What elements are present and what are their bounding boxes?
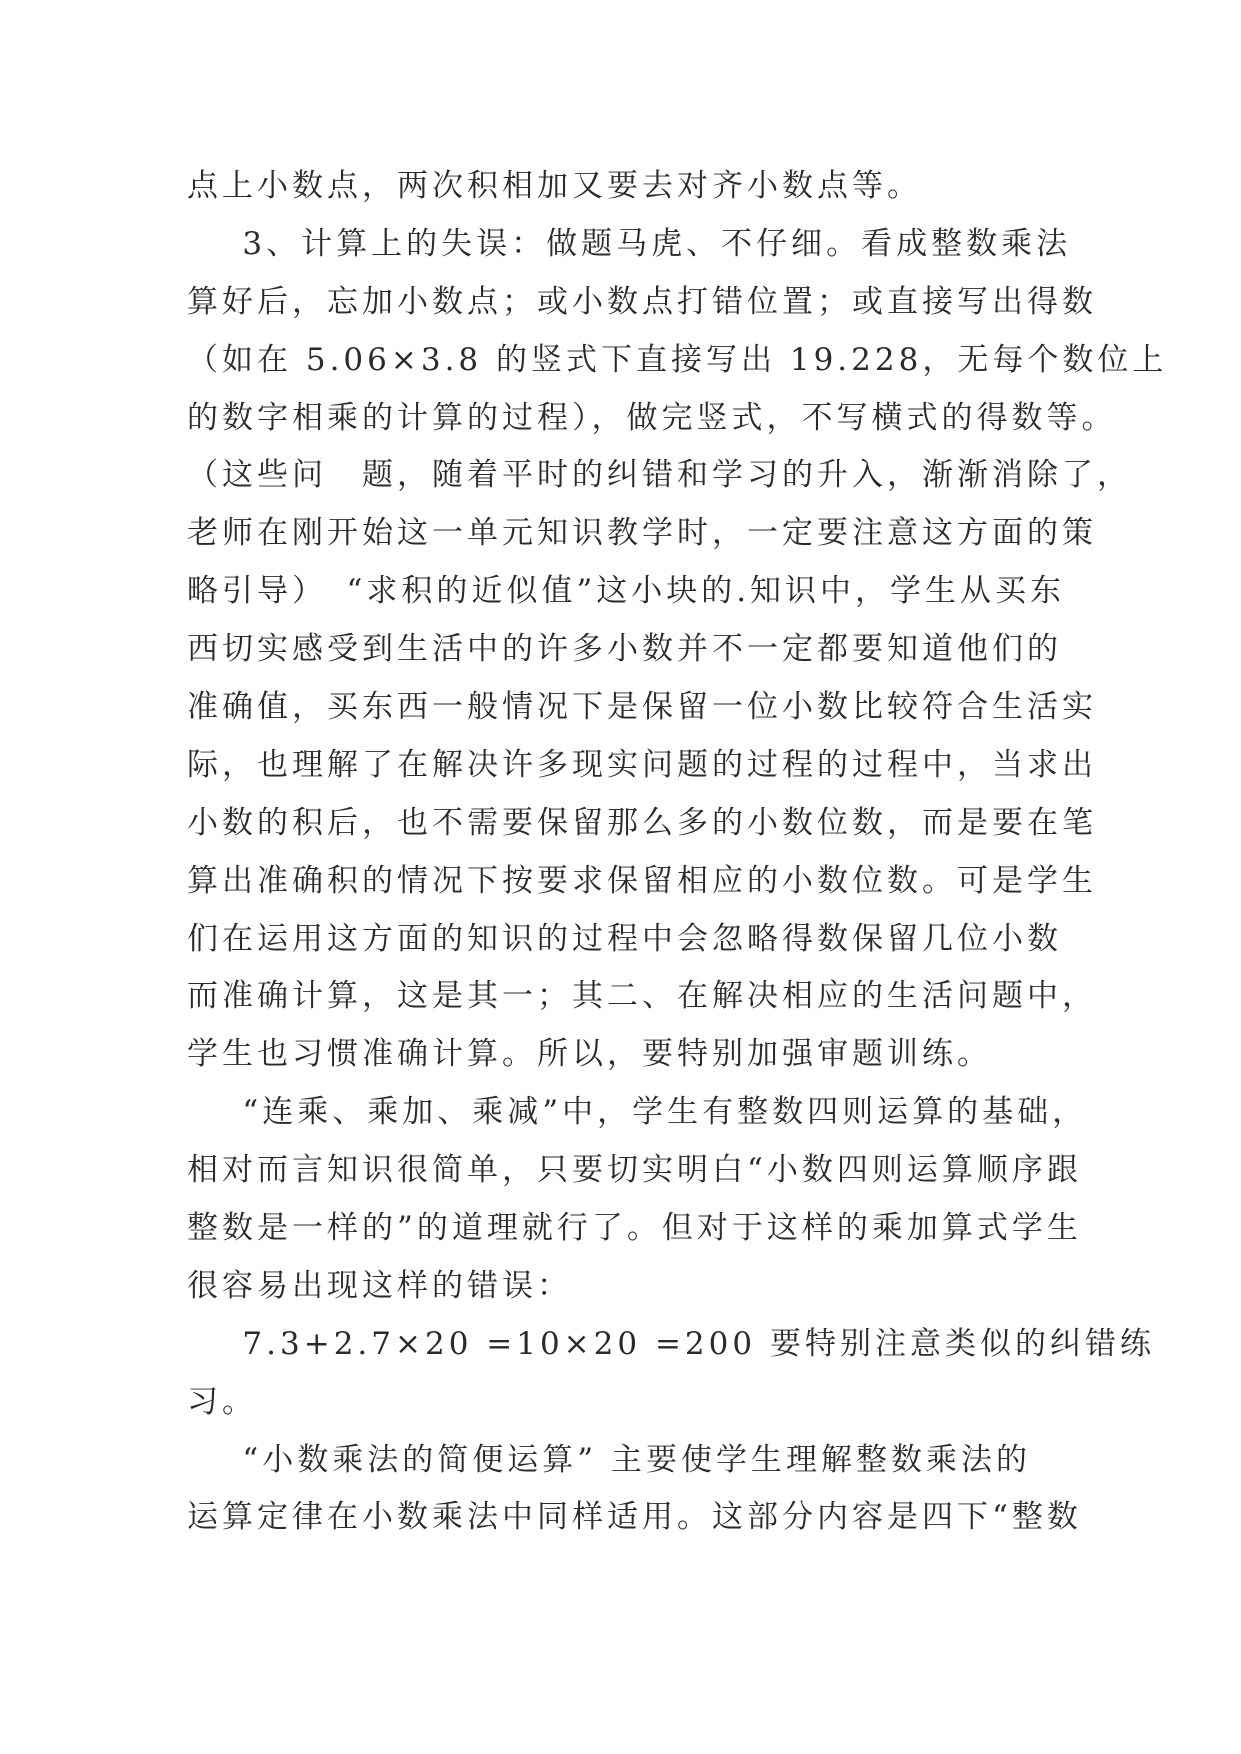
text-line: 算好后，忘加小数点；或小数点打错位置；或直接写出得数 [187,283,1097,320]
text-line: 相对而言知识很简单，只要切实明白“小数四则运算顺序跟 [187,1152,1082,1189]
text-line: 学生也习惯准确计算。所以，要特别加强审题训练。 [187,1036,992,1073]
text-line: 算出准确积的情况下按要求保留相应的小数位数。可是学生 [187,862,1097,899]
body-text [187,158,1168,1547]
text-line: 7.3+2.7×20 =10×20 =200 要特别注意类似的纠错练 [187,1325,1155,1362]
text-line: 小数的积后，也不需要保留那么多的小数位数，而是要在笔 [187,804,1097,841]
text-line: 很容易出现这样的错误： [187,1267,572,1304]
text-line: 整数是一样的”的道理就行了。但对于这样的乘加算式学生 [187,1210,1082,1247]
text-line: 运算定律在小数乘法中同样适用。这部分内容是四下“整数 [187,1499,1082,1536]
text-line: “小数乘法的简便运算” 主要使学生理解整数乘法的 [187,1441,1031,1478]
text-line: 略引导） “求积的近似值”这小块的.知识中，学生从买东 [187,573,1066,610]
text-line: 的数字相乘的计算的过程），做完竖式，不写横式的得数等。 [187,399,1117,436]
text-line: 老师在刚开始这一单元知识教学时，一定要注意这方面的策 [187,515,1097,552]
text-line: 际，也理解了在解决许多现实问题的过程的过程中，当求出 [187,746,1097,783]
text-line: “连乘、乘加、乘减”中，学生有整数四则运算的基础， [187,1094,1088,1131]
text-line: 西切实感受到生活中的许多小数并不一定都要知道他们的 [187,631,1062,668]
text-line: 而准确计算，这是其一；其二、在解决相应的生活问题中， [187,978,1097,1015]
text-line: 们在运用这方面的知识的过程中会忽略得数保留几位小数 [187,920,1062,957]
text-line: 习。 [187,1383,257,1420]
text-line: 准确值，买东西一般情况下是保留一位小数比较符合生活实 [187,689,1097,726]
text-line: （这些问 题，随着平时的纠错和学习的升入，渐渐消除了， [187,457,1132,494]
text-line: 点上小数点，两次积相加又要去对齐小数点等。 [187,168,922,204]
text-line: 3、计算上的失误：做题马虎、不仔细。看成整数乘法 [187,225,1072,262]
text-line: （如在 5.06×3.8 的竖式下直接写出 19.228，无每个数位上 [187,341,1168,378]
